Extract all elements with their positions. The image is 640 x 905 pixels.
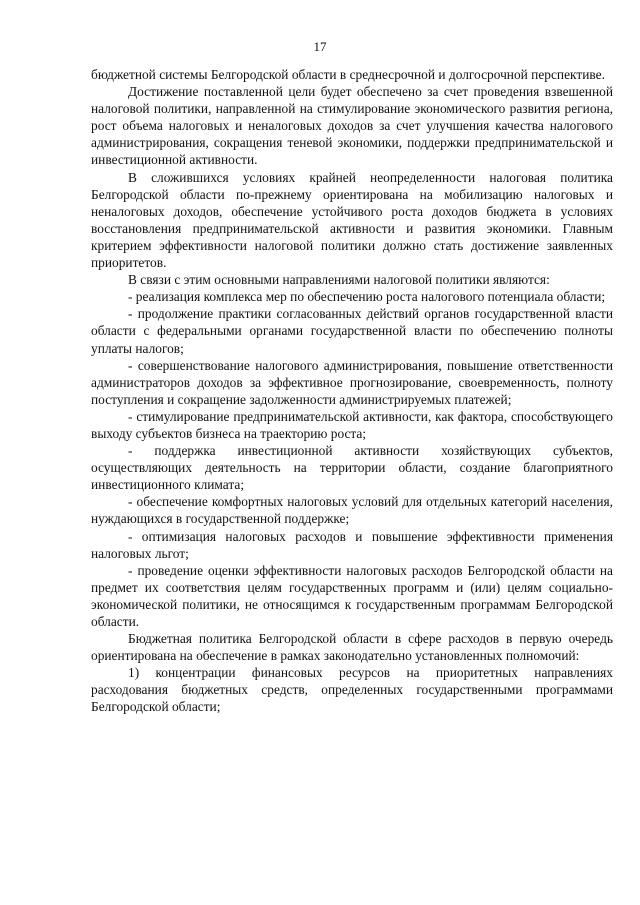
list-item-investment-support: - поддержка инвестиционной активности хозяйствующих субъектов, осуществляющих деятельность на территории области, создание благоприятного инвестиционного климата;	[91, 443, 613, 493]
list-item-resource-concentration: 1) концентрации финансовых ресурсов на приоритетных направлениях расходования бюджетных средств, определенных государственными программами Белгородской области;	[91, 665, 613, 715]
paragraph-main-directions-intro: В связи с этим основными направлениями налоговой политики являются:	[128, 272, 550, 288]
list-item-coordinated-actions: - продолжение практики согласованных действий органов государственной власти области с федеральными органами государственной власти по обеспечению полноты уплаты налогов;	[91, 306, 613, 356]
list-item-tax-administration: - совершенствование налогового администрирования, повышение ответственности администраторов доходов за эффективное прогнозирование, своевременность, полноту поступления и сокращение задолженности администрируемых платежей;	[91, 357, 613, 407]
list-item-business-activity: - стимулирование предпринимательской активности, как фактора, способствующего выходу субъектов бизнеса на траекторию роста;	[91, 408, 613, 441]
list-item-comfortable-tax-conditions: - обеспечение комфортных налоговых условий для отдельных категорий населения, нуждающихся в государственной поддержке;	[91, 494, 613, 527]
paragraph-budget-policy-expenditures: Бюджетная политика Белгородской области в сфере расходов в первую очередь ориентирована на обеспечение в рамках законодательно установленных полномочий:	[91, 631, 613, 664]
list-item-tax-expenditure-evaluation: - проведение оценки эффективности налоговых расходов Белгородской области на предмет их соответствия целям государственных программ и (или) целям социально-экономической политики, не относящимся к государственным программам Белгородской области.	[91, 562, 613, 629]
paragraph-continuation: бюджетной системы Белгородской области в среднесрочной и долгосрочной перспективе.	[91, 67, 605, 82]
list-item-tax-expenditure-optimization: - оптимизация налоговых расходов и повышение эффективности применения налоговых льгот;	[91, 528, 613, 561]
page-number: 17	[313, 39, 327, 54]
list-item-tax-potential: - реализация комплекса мер по обеспечению роста налогового потенциала области;	[128, 289, 606, 305]
paragraph-tax-policy-orientation: В сложившихся условиях крайней неопределенности налоговая политика Белгородской области по-прежнему ориентирована на мобилизацию налоговых и неналоговых доходов, обеспечение устойчивого роста доходов бюджета в условиях восстановления предпринимательской активности и развития экономики. Главным критерием эффективности налоговой политики должно стать достижение заявленных приоритетов.	[91, 169, 613, 271]
paragraph-goal-achievement: Достижение поставленной цели будет обеспечено за счет проведения взвешенной налоговой политики, направленной на стимулирование экономического развития региона, рост объема налоговых и неналоговых доходов за счет улучшения качества налогового администрирования, сокращения теневой экономики, поддержки предпринимательской и инвестиционной активности.	[91, 84, 613, 168]
document-body	[91, 66, 613, 716]
